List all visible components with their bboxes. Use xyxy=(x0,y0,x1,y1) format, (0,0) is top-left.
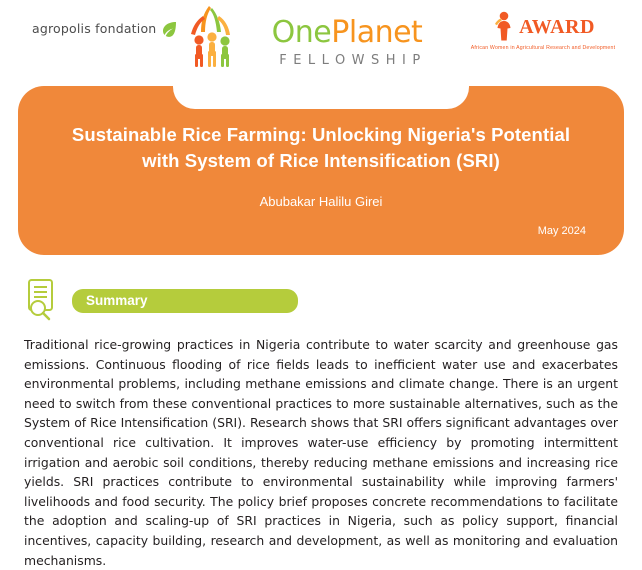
agropolis-logo xyxy=(32,20,178,37)
page-title: Sustainable Rice Farming: Unlocking Nigeria's Potential with System of Rice Intensification (SRI) xyxy=(71,124,571,171)
title-banner xyxy=(18,86,624,255)
award-logo-top xyxy=(470,10,616,44)
header-logo-row xyxy=(0,0,642,86)
award-logo xyxy=(470,10,616,52)
publication-date: May 2024 xyxy=(537,225,586,237)
award-woman-icon xyxy=(491,10,517,44)
oneplanet-people-tree-icon xyxy=(179,2,241,68)
oneplanet-word-one: One xyxy=(271,15,332,50)
oneplanet-word-planet: Planet xyxy=(331,15,423,50)
summary-header xyxy=(22,277,642,321)
oneplanet-fellowship-logo xyxy=(171,2,471,68)
award-wordmark: AWARD xyxy=(519,15,595,38)
agropolis-logo-text: agropolis fondation xyxy=(32,21,157,36)
document-search-icon xyxy=(22,277,62,321)
oneplanet-subtitle: FELLOWSHIP xyxy=(279,53,427,68)
award-tagline: African Women in Agricultural Research and Development xyxy=(470,45,616,51)
summary-heading: Summary xyxy=(72,289,298,313)
banner-notch xyxy=(173,85,469,109)
summary-body-text: Traditional rice-growing practices in Nigeria contribute to water scarcity and greenhouse gas emissions. Continuous flooding of rice fields leads to inefficient water use and exacerbates environmental problems, including methane emissions and climate change. There is an urgent need to switch from these conventional practices to more sustainable alternatives, such as the System of Rice Intensification (SRI). Research shows that SRI offers significant advantages over conventional rice cultivation. It improves water-use efficiency by promoting intermittent irrigation and aerobic soil conditions, thereby reducing methane emissions and increasing rice yields. SRI practices contribute to environmental sustainability while improving farmers' livelihoods and food security. The policy brief proposes concrete recommendations to facilitate the adoption and scaling-up of SRI practices in Nigeria, such as policy support, financial incentives, capacity building, research and development, as well as monitoring and evaluation mechanisms. xyxy=(24,337,618,568)
author-name: Abubakar Halilu Girei xyxy=(259,194,383,209)
